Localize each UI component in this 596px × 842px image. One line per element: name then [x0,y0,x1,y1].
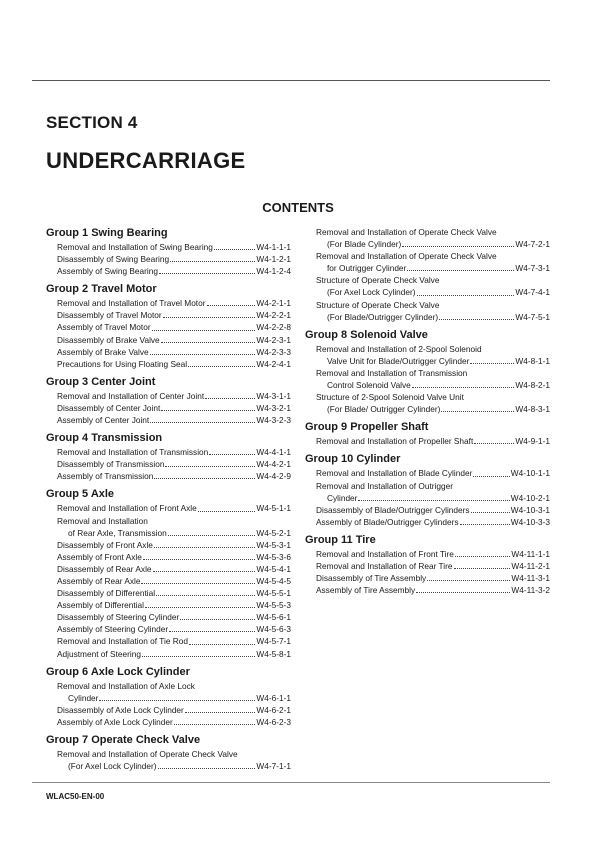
dot-leader [153,563,256,572]
page-number: W4-8-3-1 [515,404,550,415]
toc-right-column [305,226,550,596]
page-number: W4-11-3-1 [511,573,550,584]
toc-entry-text: for Outrigger Cylinder [327,263,407,274]
page-number: W4-2-3-1 [256,334,291,345]
toc-entry-text: Removal and Installation of Front Tire [316,548,454,559]
toc-entry-line [316,250,550,262]
page-number: W4-6-1-1 [256,692,291,703]
toc-entry[interactable] [305,572,550,584]
dot-leader [214,241,256,250]
dot-leader [180,611,255,620]
toc-entry-text: Assembly of Tire Assembly [316,585,416,596]
dot-leader [156,587,255,596]
toc-entry[interactable] [46,502,291,514]
group-title: Group 1 Swing Bearing [46,227,168,239]
page-number: W4-5-5-3 [256,600,291,611]
page-number: W4-4-2-9 [256,471,291,482]
toc-entry-text: Removal and Installation of Transmission [316,367,468,378]
toc-entry[interactable] [46,358,291,370]
dot-leader [416,584,510,593]
toc-entry-line [316,355,550,367]
page-number: W4-5-6-3 [256,624,291,635]
dot-leader [170,253,255,262]
toc-entry-text: Disassembly of Front Axle [57,539,153,550]
toc-entry-text: (For Blade/Outrigger Cylinder) [327,311,439,322]
toc-entry-line [316,274,550,286]
page-number: W4-3-2-1 [256,402,291,413]
toc-entry-line [316,238,550,250]
toc-entry-line [57,623,291,635]
group-title: Group 10 Cylinder [305,453,401,466]
toc-entry-line [316,572,550,584]
toc-entry-line [57,748,291,760]
toc-entry[interactable] [46,575,291,587]
toc-entry[interactable] [305,548,550,560]
toc-entry[interactable] [305,343,550,367]
toc-entry-text: (For Blade/ Outrigger Cylinder) [327,404,441,415]
toc-entry-line [57,551,291,563]
bottom-rule [32,782,550,783]
toc-entry-text: of Rear Axle, Transmission [68,527,167,538]
toc-entry-text: Disassembly of Axle Lock Cylinder [57,704,184,715]
dot-leader [159,265,255,274]
toc-entry-text: Cylinder [68,692,99,703]
toc-entry-text: Removal and Installation of 2-Spool Solenoid [316,343,482,354]
document-code: WLAC50-EN-00 [46,792,105,801]
toc-entry-line [57,346,291,358]
toc-entry-text: Removal and Installation of Tie Rod [57,636,188,647]
toc-entry-text: Removal and Installation of Rear Tire [316,560,453,571]
toc-group [46,733,291,772]
toc-entry[interactable] [46,748,291,772]
toc-entry[interactable] [305,480,550,504]
toc-entry-text: Disassembly of Rear Axle [57,563,152,574]
page-number: W4-2-2-8 [256,322,291,333]
page-number: W4-2-2-1 [256,310,291,321]
dot-leader [141,575,255,584]
toc-entry-line [316,584,550,596]
toc-entry[interactable] [46,539,291,551]
toc-entry[interactable] [46,551,291,563]
toc-entry-line [57,563,291,575]
page-number: W4-10-3-3 [510,516,550,527]
toc-entry-text: Removal and Installation of Axle Lock [57,680,195,691]
page-number: W4-7-1-1 [256,761,291,772]
toc-entry-text: Assembly of Rear Axle [57,575,141,586]
toc-entry[interactable] [46,611,291,623]
page-number: W4-5-1-1 [256,503,291,514]
toc-entry-text: Structure of 2-Spool Solenoid Valve Unit [316,392,464,403]
page-number: W4-2-3-3 [256,346,291,357]
toc-group [46,665,291,728]
toc-group [46,431,291,482]
toc-entry-line [57,334,291,346]
toc-entry-text: Structure of Operate Check Valve [316,275,440,286]
toc-entry-text: Removal and Installation of Outrigger [316,480,453,491]
toc-entry-text: Removal and Installation of Blade Cylinder [316,468,473,479]
toc-entry-line [316,403,550,415]
toc-entry[interactable] [46,623,291,635]
toc-entry-text: Disassembly of Swing Bearing [57,254,170,265]
toc-entry-line [57,297,291,309]
page-number: W4-8-1-1 [515,355,550,366]
toc-entry[interactable] [46,648,291,660]
dot-leader [417,286,515,295]
dot-leader [470,355,514,364]
toc-entry-line [57,648,291,660]
toc-entry-text: Disassembly of Travel Motor [57,310,162,321]
toc-entry-line [316,262,550,274]
toc-entry-text: Cylinder [327,492,358,503]
page-number: W4-5-5-1 [256,588,291,599]
toc-entry[interactable] [46,563,291,575]
toc-entry[interactable] [46,346,291,358]
dot-leader [209,446,255,455]
page-number: W4-5-3-6 [256,551,291,562]
toc-entry-text: Removal and Installation of Swing Bearing [57,242,213,252]
toc-entry[interactable] [305,391,550,415]
toc-entry-line [316,516,550,528]
toc-entry-text: (For Blade Cylinder) [327,239,402,250]
toc-entry-text: (For Axel Lock Cylinder) [68,761,157,772]
toc-entry-text: Disassembly of Transmission [57,459,165,470]
toc-entry-text: Assembly of Swing Bearing [57,266,158,277]
page-number: W4-10-3-1 [510,504,550,515]
toc-group [46,282,291,370]
toc-group [305,420,550,447]
toc-entry-text: Removal and Installation of Front Axle [57,503,197,514]
top-rule [32,80,550,81]
toc-entry-line [57,358,291,370]
dot-leader [154,539,256,548]
toc-entry-line [57,321,291,333]
toc-entry-line [57,414,291,426]
toc-entry-line [57,470,291,482]
group-title: Group 4 Transmission [46,432,163,445]
dot-leader [441,403,514,412]
dot-leader [460,516,510,525]
toc-entry-text: Removal and Installation [57,515,148,526]
dot-leader [168,527,256,536]
dot-leader [407,262,514,271]
toc-entry-line [57,760,291,772]
group-title: Group 7 Operate Check Valve [46,734,201,746]
toc-entry-line [316,299,550,311]
toc-entry-line [316,435,550,447]
page-number: W4-3-1-1 [256,390,291,401]
toc-entry-line [57,587,291,599]
toc-entry-text: Valve Unit for Blade/Outrigger Cylinder [327,355,470,366]
toc-entry-text: Removal and Installation of Propeller Shaft [316,436,474,447]
page-number: W4-2-1-1 [256,298,291,309]
toc-entry-text: Assembly of Differential [57,600,144,611]
section-number: SECTION 4 [46,113,138,132]
toc-entry[interactable] [305,367,550,391]
dot-leader [161,402,255,411]
toc-entry-line [57,515,291,527]
dot-leader [143,551,256,560]
toc-entry-line [57,390,291,402]
toc-entry[interactable] [46,414,291,426]
page-number: W4-11-3-2 [511,585,550,596]
toc-entry[interactable] [46,704,291,716]
dot-leader [154,470,255,479]
toc-entry[interactable] [305,435,550,447]
toc-entry-text: Assembly of Blade/Outrigger Cylinders [316,516,459,527]
toc-entry-line [316,467,550,479]
toc-entry-line [316,286,550,298]
group-title: Group 8 Solenoid Valve [305,328,428,341]
toc-entry-line [316,311,550,323]
toc-entry-line [316,492,550,504]
toc-group [305,226,550,323]
toc-entry[interactable] [305,504,550,516]
toc-entry[interactable] [305,299,550,323]
toc-entry[interactable] [305,560,550,572]
dot-leader [207,297,256,306]
toc-entry-line [57,539,291,551]
page-number: W4-6-2-3 [256,716,291,727]
toc-entry-text: Removal and Installation of Center Joint [57,390,205,401]
toc-entry-line [57,402,291,414]
dot-leader [454,560,511,569]
toc-group [46,375,291,426]
toc-entry-text: Removal and Installation of Operate Check Valve [57,749,238,759]
dot-leader [455,548,511,557]
toc-entry[interactable] [305,226,550,250]
dot-leader [427,572,510,581]
toc-entry-line [316,548,550,560]
toc-entry-text: Disassembly of Center Joint [57,402,161,413]
toc-entry-line [316,504,550,516]
toc-entry-text: (For Axel Lock Cylinder) [327,287,416,298]
toc-entry[interactable] [46,635,291,647]
toc-group [305,452,550,527]
toc-entry-line [57,502,291,514]
dot-leader [185,704,256,713]
toc-entry[interactable] [46,458,291,470]
toc-entry-line [316,226,550,238]
toc-entry[interactable] [46,390,291,402]
toc-entry-text: Assembly of Travel Motor [57,322,151,333]
toc-entry-line [57,309,291,321]
page-number: W4-1-1-1 [256,242,291,252]
toc-entry-line [57,635,291,647]
contents-heading [0,200,596,215]
toc-entry-text: Disassembly of Differential [57,588,156,599]
page-number: W4-4-2-1 [256,459,291,470]
toc-entry[interactable] [305,467,550,479]
toc-entry-line [57,716,291,728]
page-number: W4-4-1-1 [256,447,291,458]
page-number: W4-9-1-1 [515,436,550,447]
page-number: W4-10-1-1 [510,468,550,479]
page-number: W4-1-2-4 [256,266,291,277]
group-title: Group 5 Axle [46,488,115,501]
toc-entry-line [316,343,550,355]
toc-entry-text: Assembly of Steering Cylinder [57,624,169,635]
toc-entry-line [57,704,291,716]
dot-leader [439,311,514,320]
group-title: Group 2 Travel Motor [46,283,157,296]
toc-entry-text: Structure of Operate Check Valve [316,299,440,310]
toc-group [46,226,291,277]
dot-leader [161,334,256,343]
toc-entry-text: Removal and Installation of Operate Check Valve [316,227,497,237]
toc-entry-line [57,458,291,470]
toc-entry[interactable] [46,265,291,277]
dot-leader [412,379,515,388]
toc-entry[interactable] [305,274,550,298]
toc-entry[interactable] [46,402,291,414]
toc-entry-line [316,560,550,572]
toc-entry[interactable] [46,446,291,458]
toc-entry-line [57,241,291,253]
toc-entry-text: Disassembly of Tire Assembly [316,573,427,584]
toc-entry-text: Disassembly of Brake Valve [57,334,160,345]
dot-leader [174,716,256,725]
page-number: W4-6-2-1 [256,704,291,715]
page-number: W4-7-5-1 [515,311,550,322]
toc-entry-text: Assembly of Front Axle [57,551,142,562]
toc-entry-text: Assembly of Brake Valve [57,346,149,357]
dot-leader [205,390,255,399]
toc-entry[interactable] [46,680,291,704]
toc-entry[interactable] [46,334,291,346]
toc-entry-text: Adjustment of Steering [57,648,141,659]
toc-entry[interactable] [305,516,550,528]
toc-entry-text: Assembly of Transmission [57,471,154,482]
dot-leader [142,648,255,657]
toc-group [46,487,291,659]
toc-entry-line [57,611,291,623]
group-title: Group 11 Tire [305,533,376,546]
group-title: Group 9 Propeller Shaft [305,421,429,434]
page-number: W4-7-3-1 [515,263,550,274]
dot-leader [471,504,510,513]
toc-entry-line [57,527,291,539]
dot-leader [150,346,256,355]
toc-entry-text: Assembly of Center Joint [57,415,150,426]
toc-entry[interactable] [46,716,291,728]
group-title: Group 3 Center Joint [46,375,156,388]
toc-entry-text: Precautions for Using Floating Seal [57,358,188,369]
toc-entry[interactable] [46,599,291,611]
toc-entry[interactable] [305,584,550,596]
toc-entry-line [316,480,550,492]
toc-entry[interactable] [46,253,291,265]
page-number: W4-10-2-1 [510,492,550,503]
page-number: W4-11-2-1 [511,560,550,571]
dot-leader [402,238,514,247]
page-number: W4-5-8-1 [256,648,291,659]
page-number: W4-5-4-1 [256,563,291,574]
toc-entry-text: Disassembly of Blade/Outrigger Cylinders [316,504,470,515]
page-title: UNDERCARRIAGE [46,148,246,173]
dot-leader [188,358,255,367]
toc-entry-line [316,367,550,379]
page-number: W4-5-3-1 [256,539,291,550]
dot-leader [150,414,255,423]
dot-leader [189,635,255,644]
toc-entry-text: Disassembly of Steering Cylinder [57,612,180,623]
toc-entry[interactable] [305,250,550,274]
toc-entry-text: Control Solenoid Valve [327,380,411,391]
page-number: W4-7-4-1 [515,287,550,298]
toc-entry[interactable] [46,470,291,482]
toc-group [305,533,550,596]
toc-group [305,328,550,416]
toc-entry-line [316,391,550,403]
dot-leader [198,502,256,511]
toc-entry-line [57,253,291,265]
contents-heading-text: CONTENTS [262,200,334,215]
page-number: W4-3-2-3 [256,415,291,426]
page-number: W4-5-6-1 [256,612,291,623]
toc-entry[interactable] [46,297,291,309]
toc-entry-text: Removal and Installation of Travel Motor [57,298,206,309]
toc-entry[interactable] [46,321,291,333]
page-number: W4-1-2-1 [256,254,291,265]
dot-leader [152,321,256,330]
dot-leader [474,435,514,444]
toc-entry[interactable] [46,241,291,253]
dot-leader [99,692,255,701]
toc-entry[interactable] [46,515,291,539]
page-number: W4-5-7-1 [256,636,291,647]
dot-leader [163,309,256,318]
dot-leader [158,760,256,769]
dot-leader [169,623,255,632]
toc-entry-line [316,379,550,391]
dot-leader [358,492,509,501]
toc-entry-line [57,692,291,704]
toc-entry-text: Assembly of Axle Lock Cylinder [57,716,173,727]
toc-left-column [46,226,291,772]
page-number: W4-8-2-1 [515,380,550,391]
toc-entry-line [57,265,291,277]
dot-leader [165,458,255,467]
dot-leader [145,599,255,608]
toc-entry-text: Removal and Installation of Transmission [57,447,209,458]
toc-entry-line [57,575,291,587]
page-number: W4-2-4-1 [256,358,291,369]
group-title: Group 6 Axle Lock Cylinder [46,665,190,678]
page-number: W4-5-4-5 [256,575,291,586]
page-number: W4-5-2-1 [256,527,291,538]
page-number: W4-11-1-1 [511,548,550,559]
dot-leader [473,467,509,476]
toc-entry-line [57,599,291,611]
toc-entry-text: Removal and Installation of Operate Check Valve [316,251,497,262]
toc-entry-line [57,446,291,458]
toc-entry[interactable] [46,309,291,321]
toc-entry[interactable] [46,587,291,599]
page-number: W4-7-2-1 [515,239,550,250]
toc-entry-line [57,680,291,692]
